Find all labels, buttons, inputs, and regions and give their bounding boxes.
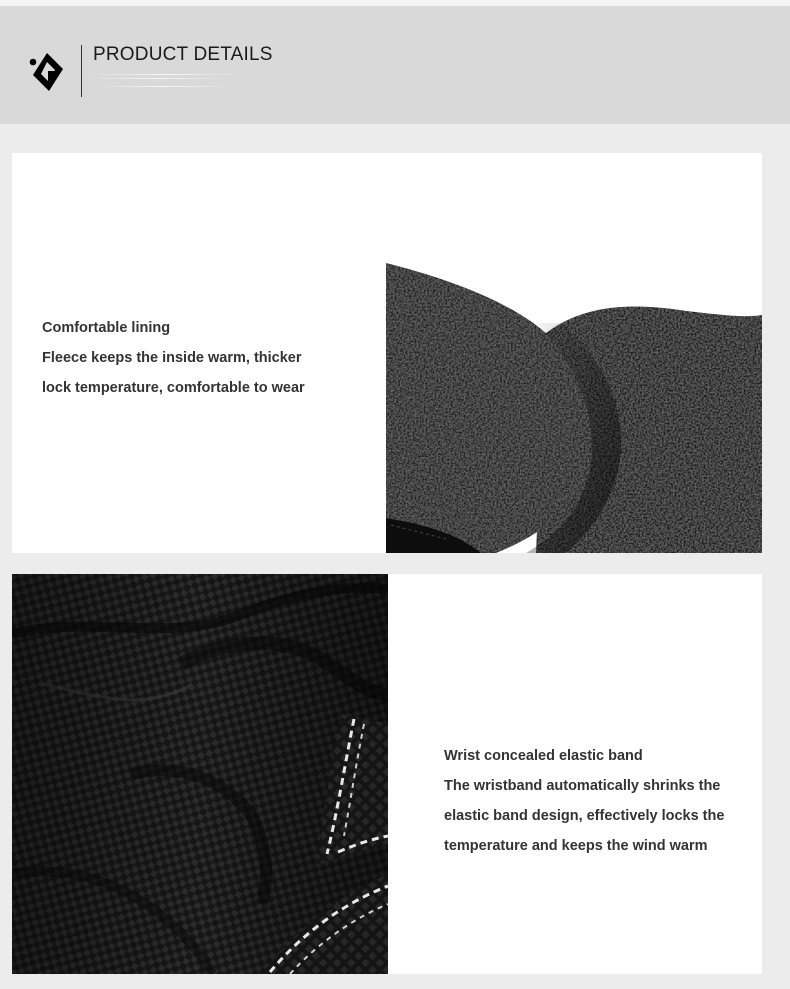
fleece-lining-photo: [386, 263, 762, 553]
glove-wrist-photo: [12, 574, 388, 974]
brand-logo-icon: [27, 49, 69, 95]
feature-description-lining: [42, 313, 305, 403]
feature-panel-lining: [12, 153, 762, 553]
feature-title: Wrist concealed elastic band: [444, 748, 643, 764]
title-underline-decoration: [88, 74, 243, 75]
feature-line: lock temperature, comfortable to wear: [42, 380, 305, 396]
feature-description-wristband: [444, 741, 724, 861]
page-header: [0, 6, 790, 124]
feature-line: temperature and keeps the wind warm: [444, 838, 708, 854]
header-divider: [81, 45, 82, 97]
feature-line: The wristband automatically shrinks the: [444, 778, 721, 794]
title-underline-decoration: [88, 78, 223, 79]
page-title: PRODUCT DETAILS: [93, 44, 273, 65]
feature-line: elastic band design, effectively locks the: [444, 808, 725, 824]
feature-panel-wristband: [12, 574, 762, 974]
feature-line: Fleece keeps the inside warm, thicker: [42, 350, 302, 366]
title-underline-decoration: [88, 86, 238, 87]
feature-title: Comfortable lining: [42, 320, 171, 336]
